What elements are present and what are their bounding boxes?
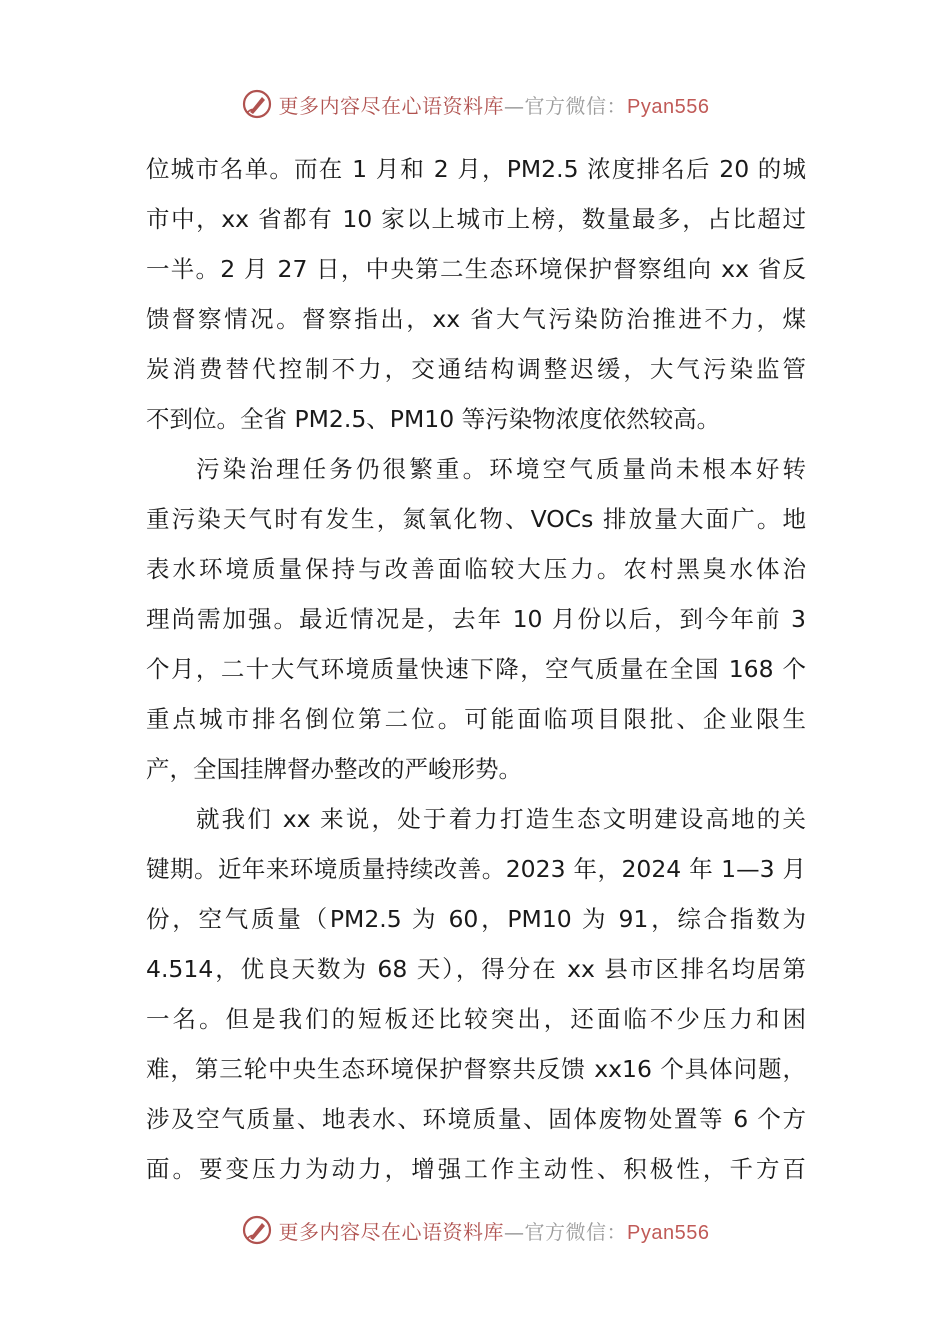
text-line: 面。要变压力为动力，增强工作主动性、积极性，千方百 [146,1155,806,1183]
watermark-brand: 更多内容尽在心语资料库 [278,1219,505,1244]
watermark-text [279,90,710,119]
text-line: 位城市名单。而在 1 月和 2 月，PM2.5 浓度排名后 20 的城 [146,155,806,183]
watermark-text [279,1216,710,1245]
text-line: 键期。近年来环境质量持续改善。2023 年，2024 年 1—3 月 [146,855,806,883]
text-line: 表水环境质量保持与改善面临较大压力。农村黑臭水体治 [146,555,806,583]
text-line: 馈督察情况。督察指出，xx 省大气污染防治推进不力，煤 [146,305,806,333]
text-line: 市中，xx 省都有 10 家以上城市上榜，数量最多，占比超过 [146,205,806,233]
pen-logo-icon [241,88,273,120]
footer-watermark [0,1212,950,1248]
text-line: 份，空气质量（PM2.5 为 60，PM10 为 91，综合指数为 [146,905,806,933]
paragraph-start-line: 污染治理任务仍很繁重。环境空气质量尚未根本好转 [196,455,806,483]
watermark-wechat-label: 官方微信： [524,1219,628,1244]
text-line: 不到位。全省 PM2.5、PM10 等污染物浓度依然较高。 [146,405,721,433]
watermark-wechat-id: Pyan556 [627,1221,710,1244]
text-line: 重点城市排名倒位第二位。可能面临项目限批、企业限生 [146,705,806,733]
watermark-separator: — [504,93,525,118]
text-line: 涉及空气质量、地表水、环境质量、固体废物处置等 6 个方 [146,1105,806,1133]
watermark-wechat-label: 官方微信： [524,93,628,118]
watermark-separator: — [504,1219,525,1244]
text-line: 炭消费替代控制不力，交通结构调整迟缓，大气污染监管 [146,355,806,383]
paragraph-start-line: 就我们 xx 来说，处于着力打造生态文明建设高地的关 [196,805,806,833]
text-line: 重污染天气时有发生，氮氧化物、VOCs 排放量大面广。地 [146,505,807,533]
header-watermark [0,86,950,122]
document-body [146,144,806,1194]
text-line: 一名。但是我们的短板还比较突出，还面临不少压力和困 [146,1005,806,1033]
watermark-wechat-id: Pyan556 [627,95,710,118]
text-line: 一半。2 月 27 日，中央第二生态环境保护督察组向 xx 省反 [146,255,806,283]
text-line: 理尚需加强。最近情况是，去年 10 月份以后，到今年前 3 [146,605,806,633]
text-line: 难，第三轮中央生态环境保护督察共反馈 xx16 个具体问题， [146,1055,806,1083]
text-line: 个月，二十大气环境质量快速下降，空气质量在全国 168 个 [146,655,806,683]
watermark-brand: 更多内容尽在心语资料库 [278,93,505,118]
text-line: 产，全国挂牌督办整改的严峻形势。 [146,755,522,783]
pen-logo-icon [241,1214,273,1246]
text-line: 4.514，优良天数为 68 天），得分在 xx 县市区排名均居第 [146,955,806,983]
